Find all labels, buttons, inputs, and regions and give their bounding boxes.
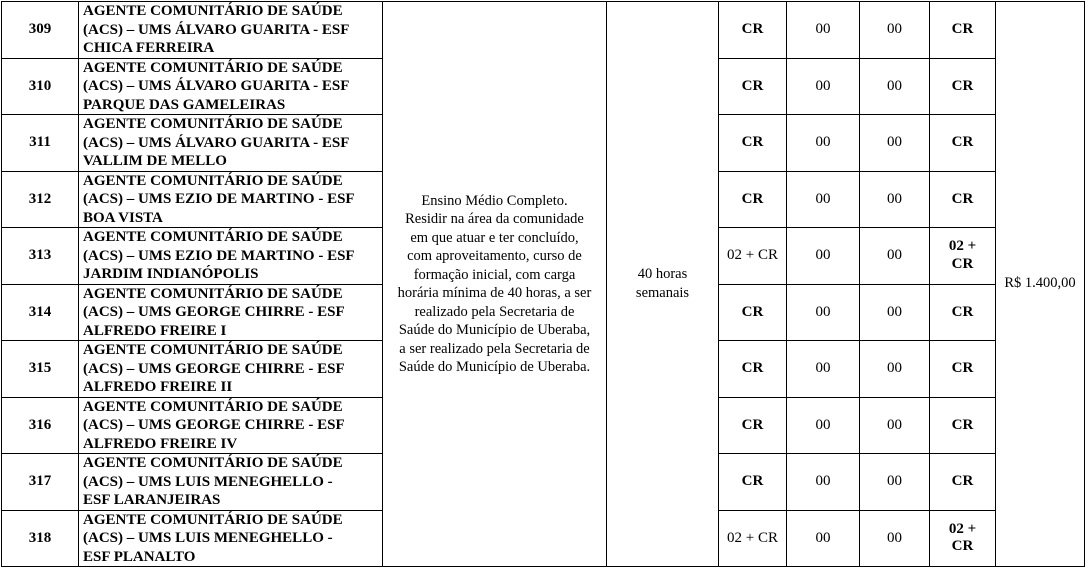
vagas-ampla-cell: CR — [719, 115, 787, 172]
total-line: CR — [951, 303, 974, 320]
vagas-ampla-cell: CR — [719, 284, 787, 341]
row-code: 313 — [2, 228, 79, 285]
row-cargo — [79, 510, 383, 567]
requisitos-line: a ser realizado pela Secretaria de — [399, 340, 590, 357]
vagas-pcd-cell: 00 — [787, 397, 860, 454]
cargo-line: JARDIM INDIANÓPOLIS — [83, 266, 259, 282]
vagas-negros-cell: 00 — [860, 2, 930, 59]
vagas-ampla-cell: 02 + CR — [719, 228, 787, 285]
requisitos-line: Saúde do Município de Uberaba. — [398, 359, 591, 375]
vagas-total-cell — [930, 454, 996, 511]
vagas-ampla-cell: 02 + CR — [719, 510, 787, 567]
requisitos-line: realizado pela Secretaria de — [414, 303, 575, 320]
vagas-pcd-cell: 00 — [787, 58, 860, 115]
vagas-ampla-cell: CR — [719, 397, 787, 454]
vagas-negros-cell: 00 — [860, 284, 930, 341]
jornada-line: 40 horas — [637, 266, 688, 282]
vagas-ampla-cell: CR — [719, 341, 787, 398]
total-line: CR — [951, 360, 974, 376]
cargo-line: AGENTE COMUNITÁRIO DE SAÚDE — [83, 342, 343, 358]
row-cargo — [79, 284, 383, 341]
total-line: 02 + — [948, 238, 977, 255]
row-code: 314 — [2, 284, 79, 341]
cargo-line: AGENTE COMUNITÁRIO DE SAÚDE — [83, 3, 343, 19]
vagas-pcd-cell: 00 — [787, 115, 860, 172]
cargo-line: (ACS) – UMS GEORGE CHIRRE - ESF — [83, 304, 345, 320]
vagas-ampla-cell: CR — [719, 58, 787, 115]
vagas-negros-cell: 00 — [860, 115, 930, 172]
total-line: 02 + — [948, 520, 977, 537]
requisitos-line: horária mínima de 40 horas, a ser — [397, 285, 592, 301]
row-code: 317 — [2, 454, 79, 511]
cargo-line: (ACS) – UMS ÁLVARO GUARITA - ESF — [83, 134, 350, 151]
row-code: 309 — [2, 2, 79, 59]
cargo-line: AGENTE COMUNITÁRIO DE SAÚDE — [83, 172, 343, 189]
row-cargo — [79, 58, 383, 115]
vagas-ampla-cell: CR — [719, 171, 787, 228]
vagas-total-cell — [930, 2, 996, 59]
jornada-line: semanais — [635, 285, 690, 301]
total-line: CR — [951, 134, 974, 150]
salario-cell: R$ 1.400,00 — [996, 2, 1085, 567]
vagas-pcd-cell: 00 — [787, 2, 860, 59]
cargo-line: (ACS) – UMS GEORGE CHIRRE - ESF — [83, 360, 345, 377]
total-line: CR — [951, 190, 974, 207]
cargo-line: (ACS) – UMS LUIS MENEGHELLO - — [83, 473, 333, 490]
row-code: 312 — [2, 171, 79, 228]
total-line: CR — [951, 416, 974, 433]
total-line: CR — [951, 77, 974, 94]
vagas-total-cell — [930, 171, 996, 228]
cargo-line: AGENTE COMUNITÁRIO DE SAÚDE — [83, 229, 343, 245]
vagas-total-cell — [930, 115, 996, 172]
cargo-line: AGENTE COMUNITÁRIO DE SAÚDE — [83, 59, 343, 76]
requisitos-line: Residir na área da comunidade — [405, 211, 584, 227]
table-body — [2, 2, 1085, 567]
vagas-total-cell — [930, 510, 996, 567]
vagas-total-cell — [930, 341, 996, 398]
vagas-negros-cell: 00 — [860, 454, 930, 511]
cargo-line: AGENTE COMUNITÁRIO DE SAÚDE — [83, 455, 343, 471]
vagas-total-cell — [930, 58, 996, 115]
row-cargo — [79, 341, 383, 398]
cargo-line: (ACS) – UMS EZIO DE MARTINO - ESF — [83, 191, 355, 207]
vagas-negros-cell: 00 — [860, 58, 930, 115]
row-cargo — [79, 454, 383, 511]
row-code: 318 — [2, 510, 79, 567]
table-row — [2, 2, 1085, 59]
cargo-line: AGENTE COMUNITÁRIO DE SAÚDE — [83, 398, 343, 415]
vagas-pcd-cell: 00 — [787, 228, 860, 285]
row-cargo — [79, 171, 383, 228]
row-cargo — [79, 397, 383, 454]
row-code: 315 — [2, 341, 79, 398]
cargo-line: ALFREDO FREIRE IV — [83, 435, 238, 452]
cargo-line: PARQUE DAS GAMELEIRAS — [83, 96, 286, 113]
cargo-line: AGENTE COMUNITÁRIO DE SAÚDE — [83, 511, 343, 528]
cargo-line: (ACS) – UMS ÁLVARO GUARITA - ESF — [83, 78, 350, 94]
row-cargo — [79, 115, 383, 172]
row-cargo — [79, 228, 383, 285]
cargo-line: ESF PLANALTO — [83, 548, 196, 565]
vagas-total-cell — [930, 228, 996, 285]
vagas-negros-cell: 00 — [860, 341, 930, 398]
requisitos-line: formação inicial, com carga — [413, 266, 576, 283]
row-code: 316 — [2, 397, 79, 454]
cargo-line: (ACS) – UMS EZIO DE MARTINO - ESF — [83, 247, 355, 264]
cargo-line: BOA VISTA — [83, 209, 163, 226]
total-line: CR — [951, 255, 974, 272]
vagas-pcd-cell: 00 — [787, 454, 860, 511]
cargo-line: ESF LARANJEIRAS — [83, 492, 221, 508]
vagas-ampla-cell: CR — [719, 454, 787, 511]
vagas-negros-cell: 00 — [860, 171, 930, 228]
vagas-negros-cell: 00 — [860, 228, 930, 285]
row-code: 310 — [2, 58, 79, 115]
vagas-negros-cell: 00 — [860, 397, 930, 454]
vagas-total-cell — [930, 397, 996, 454]
jornada-cell — [607, 2, 719, 567]
requisitos-cell — [383, 2, 607, 567]
cargo-line: CHICA FERREIRA — [83, 40, 215, 56]
requisitos-line: Ensino Médio Completo. — [421, 192, 568, 209]
cargo-line: ALFREDO FREIRE II — [83, 379, 233, 395]
vagas-pcd-cell: 00 — [787, 341, 860, 398]
cargo-line: AGENTE COMUNITÁRIO DE SAÚDE — [83, 116, 343, 132]
total-line: CR — [951, 538, 974, 555]
vagas-ampla-cell: CR — [719, 2, 787, 59]
total-line: CR — [951, 21, 974, 37]
vagas-total-cell — [930, 284, 996, 341]
cargo-line: ALFREDO FREIRE I — [83, 322, 227, 339]
cargo-line: AGENTE COMUNITÁRIO DE SAÚDE — [83, 285, 343, 302]
cargo-line: (ACS) – UMS GEORGE CHIRRE - ESF — [83, 417, 345, 433]
requisitos-line: com aproveitamento, curso de — [407, 248, 582, 264]
vagas-pcd-cell: 00 — [787, 510, 860, 567]
cargo-line: VALLIM DE MELLO — [83, 153, 227, 169]
vagas-pcd-cell: 00 — [787, 171, 860, 228]
requisitos-line: em que atuar e ter concluído, — [410, 229, 579, 246]
vagas-negros-cell: 00 — [860, 510, 930, 567]
vagas-pcd-cell: 00 — [787, 284, 860, 341]
cargo-line: (ACS) – UMS LUIS MENEGHELLO - — [83, 530, 333, 546]
requisitos-line: Saúde do Município de Uberaba, — [398, 322, 591, 338]
cargo-line: (ACS) – UMS ÁLVARO GUARITA - ESF — [83, 21, 350, 38]
row-code: 311 — [2, 115, 79, 172]
row-cargo — [79, 2, 383, 59]
total-line: CR — [951, 473, 974, 489]
vacancy-table — [1, 1, 1085, 567]
